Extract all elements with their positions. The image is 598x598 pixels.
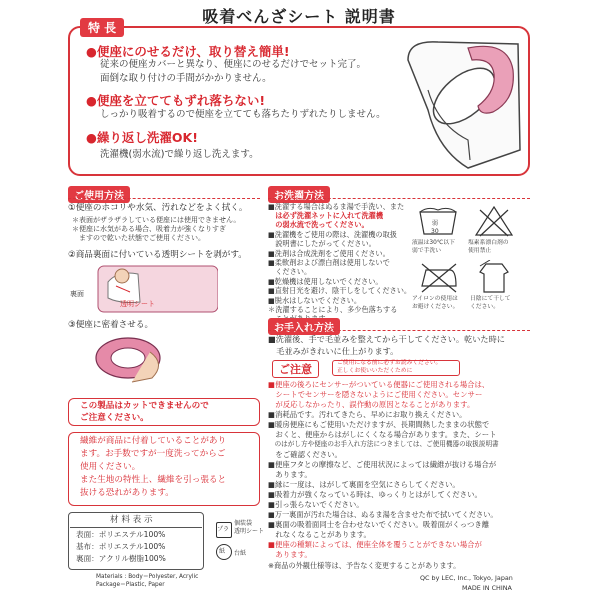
usage-step-1: ①便座のホコリや水気、汚れなどをよく拭く。 xyxy=(68,203,248,213)
no-iron-caption-2: お避けください。 xyxy=(412,304,459,310)
washing-line-7: ■柔軟剤および漂白剤は使用しないで xyxy=(268,258,390,267)
label-back-side: 裏面 xyxy=(70,290,84,298)
hand-wash-weak-label: 弱 xyxy=(432,220,439,227)
materials-title: 材 料 表 示 xyxy=(110,515,153,525)
caution-line-17: ■便座の種類によっては、便座全体を覆うことができない場合が xyxy=(268,540,482,549)
caution-line-8: をご確認ください。 xyxy=(268,450,342,459)
feature-3-heading: ●繰り返し洗濯OK! xyxy=(86,130,198,145)
care-line-2: 毛並みがきれいに仕上がります。 xyxy=(268,346,399,356)
caution-line-6: おくと、便座からはがしにくくなる場合があります。また、シート xyxy=(268,430,497,439)
hand-wash-temp: 30 xyxy=(431,228,439,235)
washing-line-2: は必ず洗濯ネットに入れて洗濯機 xyxy=(268,211,384,220)
caution-line-13: ■引っ張らないでください。 xyxy=(268,500,364,509)
materials-row-back: 裏面：アクリル樹脂100% xyxy=(76,554,166,563)
caution-line-11: ■縁に一度は、はがして裏面を空気にさらしてください。 xyxy=(268,480,460,489)
washing-line-10: ■直射日光を避け、陰干しをしてください。 xyxy=(268,286,412,295)
no-bleach-caption-2: 使用禁止 xyxy=(468,248,492,254)
materials-title-rule xyxy=(70,527,202,528)
caution-line-7: のはがし方や便座のお手入れ方法につきましては、ご使用機器の取扱説明書 xyxy=(268,440,499,448)
usage-step-3: ③便座に密着させる。 xyxy=(68,320,154,330)
caution-line-5: ■暖房便座にもご使用いただけますが、長期間熱したままの状態で xyxy=(268,420,490,429)
hand-wash-caption-2: 弱で手洗い xyxy=(412,248,441,254)
cut-warning-line-1: この製品はカットできませんので xyxy=(80,401,209,411)
materials-english-2: Package＝Plastic, Paper xyxy=(96,582,165,588)
washing-line-11: ■脱水はしないでください。 xyxy=(268,296,362,305)
no-iron-icon xyxy=(418,260,460,294)
no-bleach-icon xyxy=(474,204,514,238)
footer-origin: MADE IN CHINA xyxy=(462,584,512,592)
caution-intro-1: ご使用になる前に必ずお読みください。 xyxy=(337,360,442,366)
features-tag: 特 長 xyxy=(80,18,124,37)
toilet-seat-illustration xyxy=(92,334,168,386)
usage-step-1-note-3: ますので乾いた状態でご使用ください。 xyxy=(72,234,205,242)
caution-line-16: れなくなることがあります。 xyxy=(268,530,371,539)
fiber-warning-line-3: 使用ください。 xyxy=(80,462,141,472)
shade-dry-caption-2: ください。 xyxy=(470,304,499,310)
paper-recycle-label: 紙 xyxy=(219,548,226,555)
fiber-warning-line-1: 繊維が商品に付着していることがあり xyxy=(80,436,227,446)
washing-tag: お洗濯方法 xyxy=(268,186,330,203)
washing-line-9: ■乾燥機は使用しないでください。 xyxy=(268,277,383,286)
washing-line-4: ■洗濯機をご使用の際は、洗濯機の取扱 xyxy=(268,230,397,239)
caution-line-14: ■万一裏面が汚れた場合は、ぬるま湯を含ませた布で拭いてください。 xyxy=(268,510,498,519)
plastic-items-2: 透明シート xyxy=(234,528,265,535)
plastic-items-1: 個装袋 xyxy=(234,520,253,527)
washing-line-3: の弱水流で洗ってください。 xyxy=(268,220,369,229)
caution-line-10: あります。 xyxy=(268,470,312,479)
materials-row-base: 基布：ポリエステル100% xyxy=(76,542,166,551)
feature-2-heading: ●便座を立ててもずれ落ちない! xyxy=(86,93,266,108)
label-transparent-sheet: 透明シート xyxy=(120,300,155,308)
materials-english-1: Materials : Body＝Polyester, Acrylic xyxy=(96,574,199,580)
caution-line-3: が反応しなかったり、誤作動の原因となることがあります。 xyxy=(268,400,475,409)
footer-company: QC by LEC, Inc., Tokyo, Japan xyxy=(420,574,513,582)
feature-2-body-1: しっかり吸着するので便座を立てても落ちたりずれたりしません。 xyxy=(100,109,386,120)
no-iron-caption-1: アイロンの使用は xyxy=(412,296,458,302)
cut-warning-line-2: ご注意ください。 xyxy=(80,413,149,423)
care-divider xyxy=(268,330,530,331)
document-title: 吸着べんざシート 説明書 xyxy=(202,7,396,26)
caution-line-4: ■消耗品です。汚れてきたら、早めにお取り換えください。 xyxy=(268,410,467,419)
usage-step-2: ②商品裏面に付いている透明シートを剥がす。 xyxy=(68,250,247,260)
usage-step-1-note-2: ＊便座に水気がある場合、吸着力が強くなりすぎ xyxy=(72,225,226,233)
usage-step-1-note-1: ＊表面がザラザラしている便座には使用できません。 xyxy=(72,216,241,224)
caution-line-15: ■裏面の吸着面同士を合わせないでください。吸着面がくっつき離 xyxy=(268,520,490,529)
washing-line-12: ＊洗濯することにより、多少色落ちする xyxy=(268,305,398,314)
caution-line-18: あります。 xyxy=(268,550,312,559)
no-bleach-caption-1: 塩素系漂白剤の xyxy=(468,240,509,246)
fiber-warning-line-4: また生地の特性上、繊維を引っ張ると xyxy=(80,475,227,485)
toilet-illustration xyxy=(398,30,526,172)
caution-line-1: ■便座の後ろにセンサーがついている便器にご使用される場合は、 xyxy=(268,380,490,389)
care-line-1: ■洗濯後、手で毛並みを整えてから干してください。乾いた時に xyxy=(268,334,505,344)
caution-line-9: ■便座フタとの摩擦など、ご使用状況によっては繊維が抜ける場合が xyxy=(268,460,497,469)
feature-1-heading: ●便座にのせるだけ、取り替え簡単! xyxy=(86,44,290,59)
feature-3-body-1: 洗濯機(弱水流)で繰り返し洗えます。 xyxy=(100,149,259,160)
washing-line-8: ください。 xyxy=(268,267,312,276)
washing-line-1: ■洗濯する場合はぬるま湯で手洗い、また xyxy=(268,202,405,211)
materials-row-surface: 表面：ポリエステル100% xyxy=(76,530,166,539)
washing-divider xyxy=(268,198,530,199)
shade-dry-caption-1: 日陰にて干して xyxy=(470,296,511,302)
plastic-recycle-label: プラ xyxy=(217,526,230,533)
washing-line-5: 説明書にしたがってください。 xyxy=(268,239,376,248)
feature-1-body-1: 従来の便座カバーと異なり、便座にのせるだけでセット完了。 xyxy=(100,59,367,70)
caution-line-12: ■吸着力が強くなっている時は、ゆっくりとはがしてください。 xyxy=(268,490,482,499)
fiber-warning-line-5: 抜ける恐れがあります。 xyxy=(80,488,174,498)
caution-intro-2: 正しくお使いいただくために xyxy=(337,368,413,374)
usage-divider xyxy=(68,198,260,199)
fiber-warning-line-2: ます。お手数ですが一度洗ってからご xyxy=(80,449,226,459)
paper-items: 台紙 xyxy=(234,550,247,557)
washing-line-6: ■洗剤は合成洗剤をご使用ください。 xyxy=(268,249,390,258)
care-tag: お手入れ方法 xyxy=(268,318,340,335)
caution-line-19: ※商品の外観仕様等は、予告なく変更することがあります。 xyxy=(268,561,461,570)
shade-dry-icon xyxy=(476,260,512,294)
usage-tag: ご使用方法 xyxy=(68,186,130,203)
hand-wash-caption-1: 液温は30℃以下 xyxy=(412,240,455,246)
caution-tag: ご注意 xyxy=(272,360,319,378)
caution-line-2: シートでセンサーを隠さないようにご使用ください。センサー xyxy=(268,390,483,399)
feature-1-body-2: 面倒な取り付けの手間がかかりません。 xyxy=(100,73,272,84)
